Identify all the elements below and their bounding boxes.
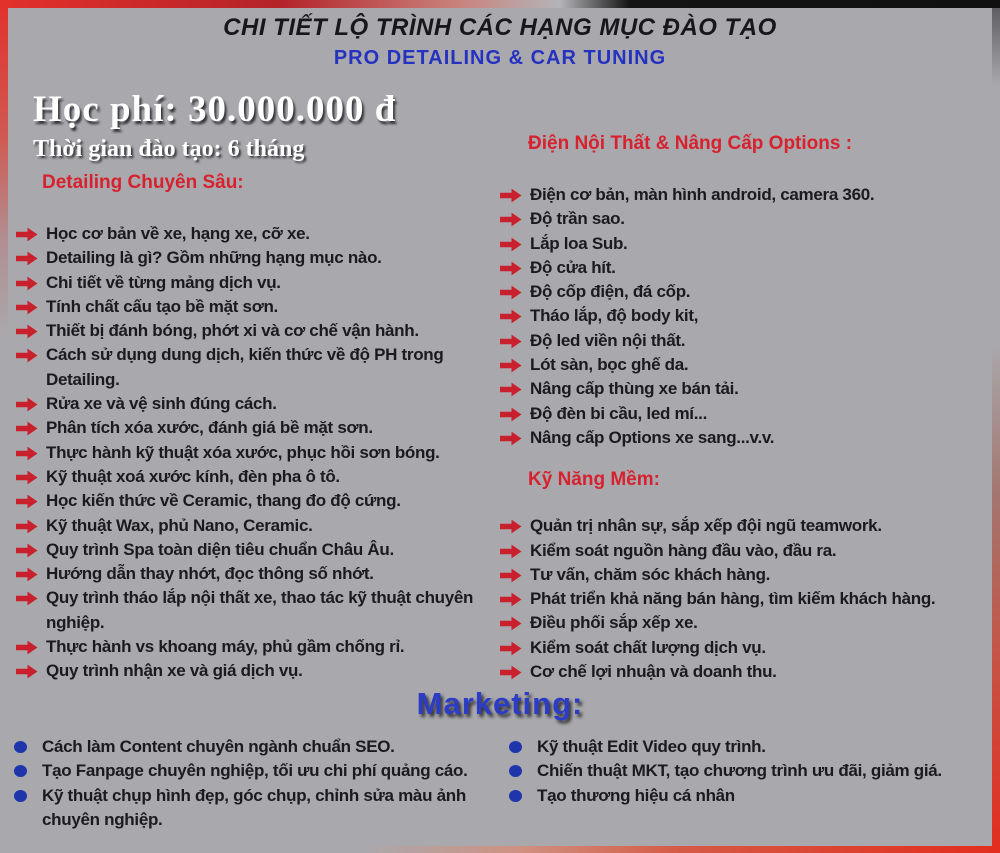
list-item-text: Phát triển khả năng bán hàng, tìm kiếm khách hàng. [530, 589, 936, 609]
list-item [500, 377, 994, 401]
arrow-bullet-icon [500, 587, 530, 607]
list-item-text: Độ led viền nội thất. [530, 330, 686, 350]
list-item-text: Điện cơ bản, màn hình android, camera 360. [530, 185, 875, 204]
arrow-bullet-icon [500, 280, 530, 300]
list-item-text: Độ cốp điện, đá cốp. [530, 282, 691, 302]
arrow-bullet-icon [500, 563, 530, 583]
list-item [16, 538, 494, 562]
list-item [500, 514, 994, 538]
heading-detailing: Detailing Chuyên Sâu: [42, 172, 244, 193]
list-item-text: Độ đèn bi cầu, led mí... [530, 403, 707, 423]
list-item-text: Nâng cấp thùng xe bán tải. [530, 379, 739, 399]
frame-left-border [0, 0, 8, 853]
list-item [14, 759, 509, 783]
list-item [16, 635, 494, 659]
list-item-text: Kỹ thuật Edit Video quy trình. [537, 737, 766, 756]
list-item-text: Hướng dẫn thay nhớt, đọc thông số nhớt. [46, 564, 374, 584]
arrow-bullet-icon [500, 353, 530, 373]
list-item [500, 426, 994, 450]
list-item [500, 232, 994, 256]
arrow-bullet-icon [500, 426, 530, 446]
list-item [14, 784, 509, 833]
list-item [16, 271, 494, 295]
arrow-bullet-icon [16, 319, 46, 339]
list-item [16, 246, 494, 270]
arrow-bullet-icon [500, 539, 530, 559]
arrow-bullet-icon [500, 377, 530, 397]
list-item [509, 784, 990, 808]
list-item [500, 329, 994, 353]
list-item [16, 295, 494, 319]
dot-bullet-icon [14, 759, 42, 777]
list-item-text: Kỹ thuật chụp hình đẹp, góc chụp, chỉnh sửa màu ảnh chuyên nghiệp. [42, 785, 466, 829]
header [0, 14, 1000, 70]
heading-marketing: Marketing: [416, 686, 584, 721]
heading-soft-skills: Kỹ Năng Mềm: [528, 469, 660, 491]
arrow-bullet-icon [500, 256, 530, 276]
list-item-text: Độ trần sao. [530, 209, 625, 229]
arrow-bullet-icon [16, 489, 46, 509]
list-item [500, 280, 994, 304]
list-item [500, 539, 994, 563]
arrow-bullet-icon [500, 402, 530, 422]
list-item-text: Tạo thương hiệu cá nhân [537, 785, 735, 805]
list-item [500, 353, 994, 377]
list-item-text: Nâng cấp Options xe sang...v.v. [530, 427, 775, 447]
arrow-bullet-icon [500, 183, 530, 203]
column-detailing [16, 172, 494, 684]
list-item [16, 586, 494, 635]
dot-bullet-icon [509, 784, 537, 802]
list-item-text: Kỹ thuật Wax, phủ Nano, Ceramic. [46, 515, 313, 535]
list-item-text: Học cơ bản về xe, hạng xe, cỡ xe. [46, 224, 310, 243]
frame-top-border [0, 0, 1000, 8]
tuition-text: Học phí: 30.000.000 đ [33, 89, 397, 130]
list-item-text: Phân tích xóa xước, đánh giá bề mặt sơn. [46, 418, 373, 438]
list-item-text: Tạo Fanpage chuyên nghiệp, tối ưu chi phí quảng cáo. [42, 761, 468, 781]
arrow-bullet-icon [16, 343, 46, 363]
dot-bullet-icon [509, 759, 537, 777]
list-item-text: Thực hành kỹ thuật xóa xước, phục hồi sơn bóng. [46, 442, 440, 462]
duration-text: Thời gian đào tạo: 6 tháng [33, 136, 305, 162]
arrow-bullet-icon [16, 246, 46, 266]
marketing-columns [0, 735, 1000, 832]
list-item [500, 587, 994, 611]
arrow-bullet-icon [16, 295, 46, 315]
list-item-text: Điều phối sắp xếp xe. [530, 613, 698, 633]
list-item-text: Chiến thuật MKT, tạo chương trình ưu đãi, giảm giá. [537, 761, 942, 781]
arrow-bullet-icon [500, 514, 530, 534]
list-item [500, 611, 994, 635]
list-item [16, 489, 494, 513]
arrow-bullet-icon [16, 635, 46, 655]
list-item-text: Kiểm soát chất lượng dịch vụ. [530, 637, 766, 657]
marketing-right-list [509, 735, 990, 832]
list-item [16, 441, 494, 465]
list-item-text: Quy trình nhận xe và giá dịch vụ. [46, 661, 303, 681]
list-item-text: Tính chất cấu tạo bề mặt sơn. [46, 296, 278, 316]
list-item-text: Tư vấn, chăm sóc khách hàng. [530, 564, 771, 584]
marketing-left-list [14, 735, 509, 832]
list-item [16, 343, 494, 392]
list-item [16, 659, 494, 683]
list-item-text: Lót sàn, bọc ghế da. [530, 355, 689, 375]
soft-skills-list [500, 514, 994, 684]
frame-bottom-border [0, 846, 1000, 853]
list-item [500, 304, 994, 328]
dot-bullet-icon [14, 735, 42, 753]
list-item [509, 735, 990, 759]
list-item-text: Thực hành vs khoang máy, phủ gầm chống rỉ. [46, 637, 405, 657]
list-item [16, 319, 494, 343]
list-item-text: Học kiến thức về Ceramic, thang đo độ cứng. [46, 491, 401, 511]
list-item-text: Kiểm soát nguồn hàng đầu vào, đầu ra. [530, 540, 837, 560]
detailing-list [16, 222, 494, 684]
list-item-text: Detailing là gì? Gồm những hạng mục nào. [46, 248, 382, 268]
arrow-bullet-icon [500, 636, 530, 656]
dot-bullet-icon [14, 784, 42, 802]
page-subtitle: PRO DETAILING & CAR TUNING [333, 47, 667, 69]
list-item [16, 465, 494, 489]
arrow-bullet-icon [16, 416, 46, 436]
electric-list [500, 183, 994, 450]
list-item [500, 256, 994, 280]
arrow-bullet-icon [16, 222, 46, 242]
list-item-text: Độ cửa hít. [530, 257, 616, 277]
list-item-text: Quy trình Spa toàn diện tiêu chuẩn Châu Âu. [46, 539, 394, 559]
list-item-text: Thiết bị đánh bóng, phớt xi và cơ chế vận hành. [46, 321, 419, 341]
list-item [500, 207, 994, 231]
list-item-text: Lắp loa Sub. [530, 233, 628, 253]
list-item [500, 402, 994, 426]
arrow-bullet-icon [16, 514, 46, 534]
list-item-text: Quy trình tháo lắp nội thất xe, thao tác kỹ thuật chuyên nghiệp. [46, 588, 474, 632]
list-item-text: Kỹ thuật xoá xước kính, đèn pha ô tô. [46, 466, 340, 486]
arrow-bullet-icon [16, 562, 46, 582]
list-item [500, 563, 994, 587]
arrow-bullet-icon [500, 304, 530, 324]
heading-electric: Điện Nội Thất & Nâng Cấp Options : [528, 133, 853, 154]
list-item-text: Chi tiết về từng mảng dịch vụ. [46, 272, 281, 292]
arrow-bullet-icon [500, 232, 530, 252]
arrow-bullet-icon [16, 271, 46, 291]
arrow-bullet-icon [500, 207, 530, 227]
list-item [16, 514, 494, 538]
page-title: CHI TIẾT LỘ TRÌNH CÁC HẠNG MỤC ĐÀO TẠO [223, 14, 777, 41]
list-item [509, 759, 990, 783]
arrow-bullet-icon [16, 441, 46, 461]
arrow-bullet-icon [500, 611, 530, 631]
arrow-bullet-icon [16, 586, 46, 606]
list-item [500, 636, 994, 660]
list-item [500, 660, 994, 684]
list-item [16, 392, 494, 416]
list-item [14, 735, 509, 759]
list-item-text: Quản trị nhân sự, sắp xếp đội ngũ teamwork. [530, 516, 882, 536]
column-electric-softskills [500, 133, 994, 684]
arrow-bullet-icon [16, 465, 46, 485]
list-item-text: Cơ chế lợi nhuận và doanh thu. [530, 662, 777, 682]
list-item-text: Rửa xe và vệ sinh đúng cách. [46, 394, 277, 414]
list-item-text: Cách sử dụng dung dịch, kiến thức về độ PH trong Detailing. [46, 345, 444, 389]
list-item [16, 562, 494, 586]
list-item [16, 222, 494, 246]
arrow-bullet-icon [16, 538, 46, 558]
list-item-text: Cách làm Content chuyên ngành chuẩn SEO. [42, 737, 395, 756]
frame-right-border [992, 0, 1000, 853]
marketing-section [0, 686, 1000, 832]
list-item [500, 183, 994, 207]
arrow-bullet-icon [16, 659, 46, 679]
price-block [33, 88, 396, 163]
arrow-bullet-icon [500, 660, 530, 680]
list-item-text: Tháo lắp, độ body kit, [530, 306, 699, 326]
arrow-bullet-icon [500, 329, 530, 349]
dot-bullet-icon [509, 735, 537, 753]
arrow-bullet-icon [16, 392, 46, 412]
list-item [16, 416, 494, 440]
